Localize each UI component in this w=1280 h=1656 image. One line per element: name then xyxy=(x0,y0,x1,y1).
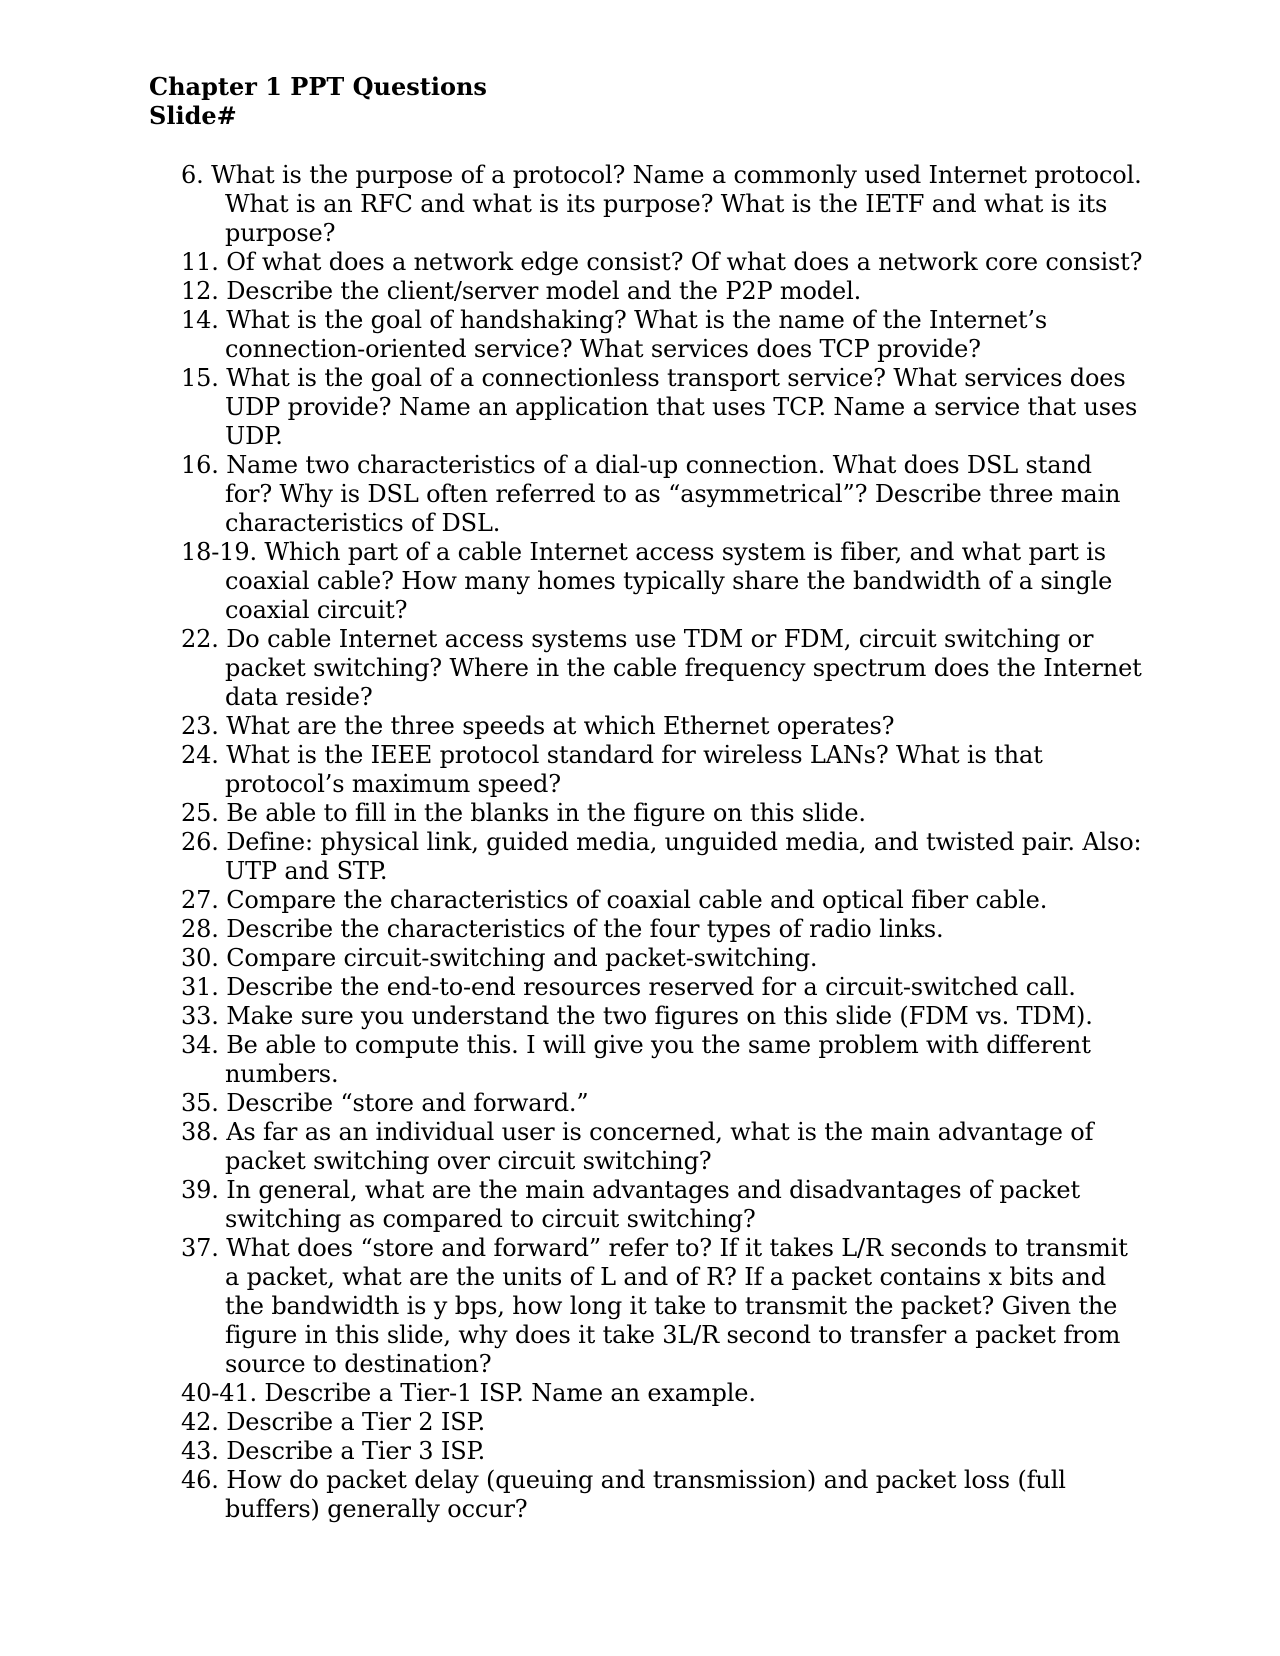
question-item: 26. Define: physical link, guided media, unguided media, and twisted pair. Also: UTP and STP. xyxy=(181,828,1142,885)
question-item: 23. What are the three speeds at which Ethernet operates? xyxy=(181,712,895,740)
question-item: 18-19. Which part of a cable Internet access system is fiber, and what part is coaxial cable? How many homes typically share the bandwidth of a single coaxial circuit? xyxy=(181,538,1113,624)
question-item: 43. Describe a Tier 3 ISP. xyxy=(181,1437,486,1465)
question-item: 6. What is the purpose of a protocol? Name a commonly used Internet protocol. What is an RFC and what is its purpose? What is the IETF and what is its purpose? xyxy=(181,161,1142,247)
document-subtitle: Slide# xyxy=(149,101,237,130)
question-item: 39. In general, what are the main advantages and disadvantages of packet switching as compared to circuit switching? xyxy=(181,1176,1080,1233)
question-item: 31. Describe the end-to-end resources reserved for a circuit-switched call. xyxy=(181,973,1076,1001)
question-item: 11. Of what does a network edge consist? Of what does a network core consist? xyxy=(181,248,1143,276)
question-item: 28. Describe the characteristics of the four types of radio links. xyxy=(181,915,944,943)
question-item: 30. Compare circuit-switching and packet-switching. xyxy=(181,944,818,972)
question-item: 22. Do cable Internet access systems use TDM or FDM, circuit switching or packet switching? Where in the cable frequency spectrum does the Internet data reside? xyxy=(181,625,1142,711)
question-item: 37. What does “store and forward” refer to? If it takes L/R seconds to transmit a packet, what are the units of L and of R? If a packet contains x bits and the bandwidth is y bps, how long it take to transmit the packet? Given the figure in this slide, why does it take 3L/R second to transfer a packet from source to destination? xyxy=(181,1234,1128,1378)
question-item: 12. Describe the client/server model and the P2P model. xyxy=(181,277,862,305)
question-list xyxy=(181,161,1146,1524)
question-item: 15. What is the goal of a connectionless transport service? What services does UDP provide? Name an application that uses TCP. Name a service that uses UDP. xyxy=(181,364,1138,450)
question-item: 34. Be able to compute this. I will give you the same problem with different numbers. xyxy=(181,1031,1091,1088)
question-item: 33. Make sure you understand the two figures on this slide (FDM vs. TDM). xyxy=(181,1002,1093,1030)
question-item: 27. Compare the characteristics of coaxial cable and optical fiber cable. xyxy=(181,886,1048,914)
question-item: 25. Be able to fill in the blanks in the figure on this slide. xyxy=(181,799,866,827)
question-item: 40-41. Describe a Tier-1 ISP. Name an example. xyxy=(181,1379,756,1407)
question-item: 46. How do packet delay (queuing and transmission) and packet loss (full buffers) generally occur? xyxy=(181,1466,1066,1523)
question-item: 38. As far as an individual user is concerned, what is the main advantage of packet switching over circuit switching? xyxy=(181,1118,1094,1175)
question-item: 14. What is the goal of handshaking? What is the name of the Internet’s connection-oriented service? What services does TCP provide? xyxy=(181,306,1048,363)
question-item: 42. Describe a Tier 2 ISP. xyxy=(181,1408,486,1436)
document-title: Chapter 1 PPT Questions xyxy=(149,72,487,101)
question-item: 24. What is the IEEE protocol standard for wireless LANs? What is that protocol’s maximum speed? xyxy=(181,741,1043,798)
question-item: 16. Name two characteristics of a dial-up connection. What does DSL stand for? Why is DSL often referred to as “asymmetrical”? Describe three main characteristics of DSL. xyxy=(181,451,1121,537)
document-header xyxy=(149,72,487,130)
question-item: 35. Describe “store and forward.” xyxy=(181,1089,589,1117)
